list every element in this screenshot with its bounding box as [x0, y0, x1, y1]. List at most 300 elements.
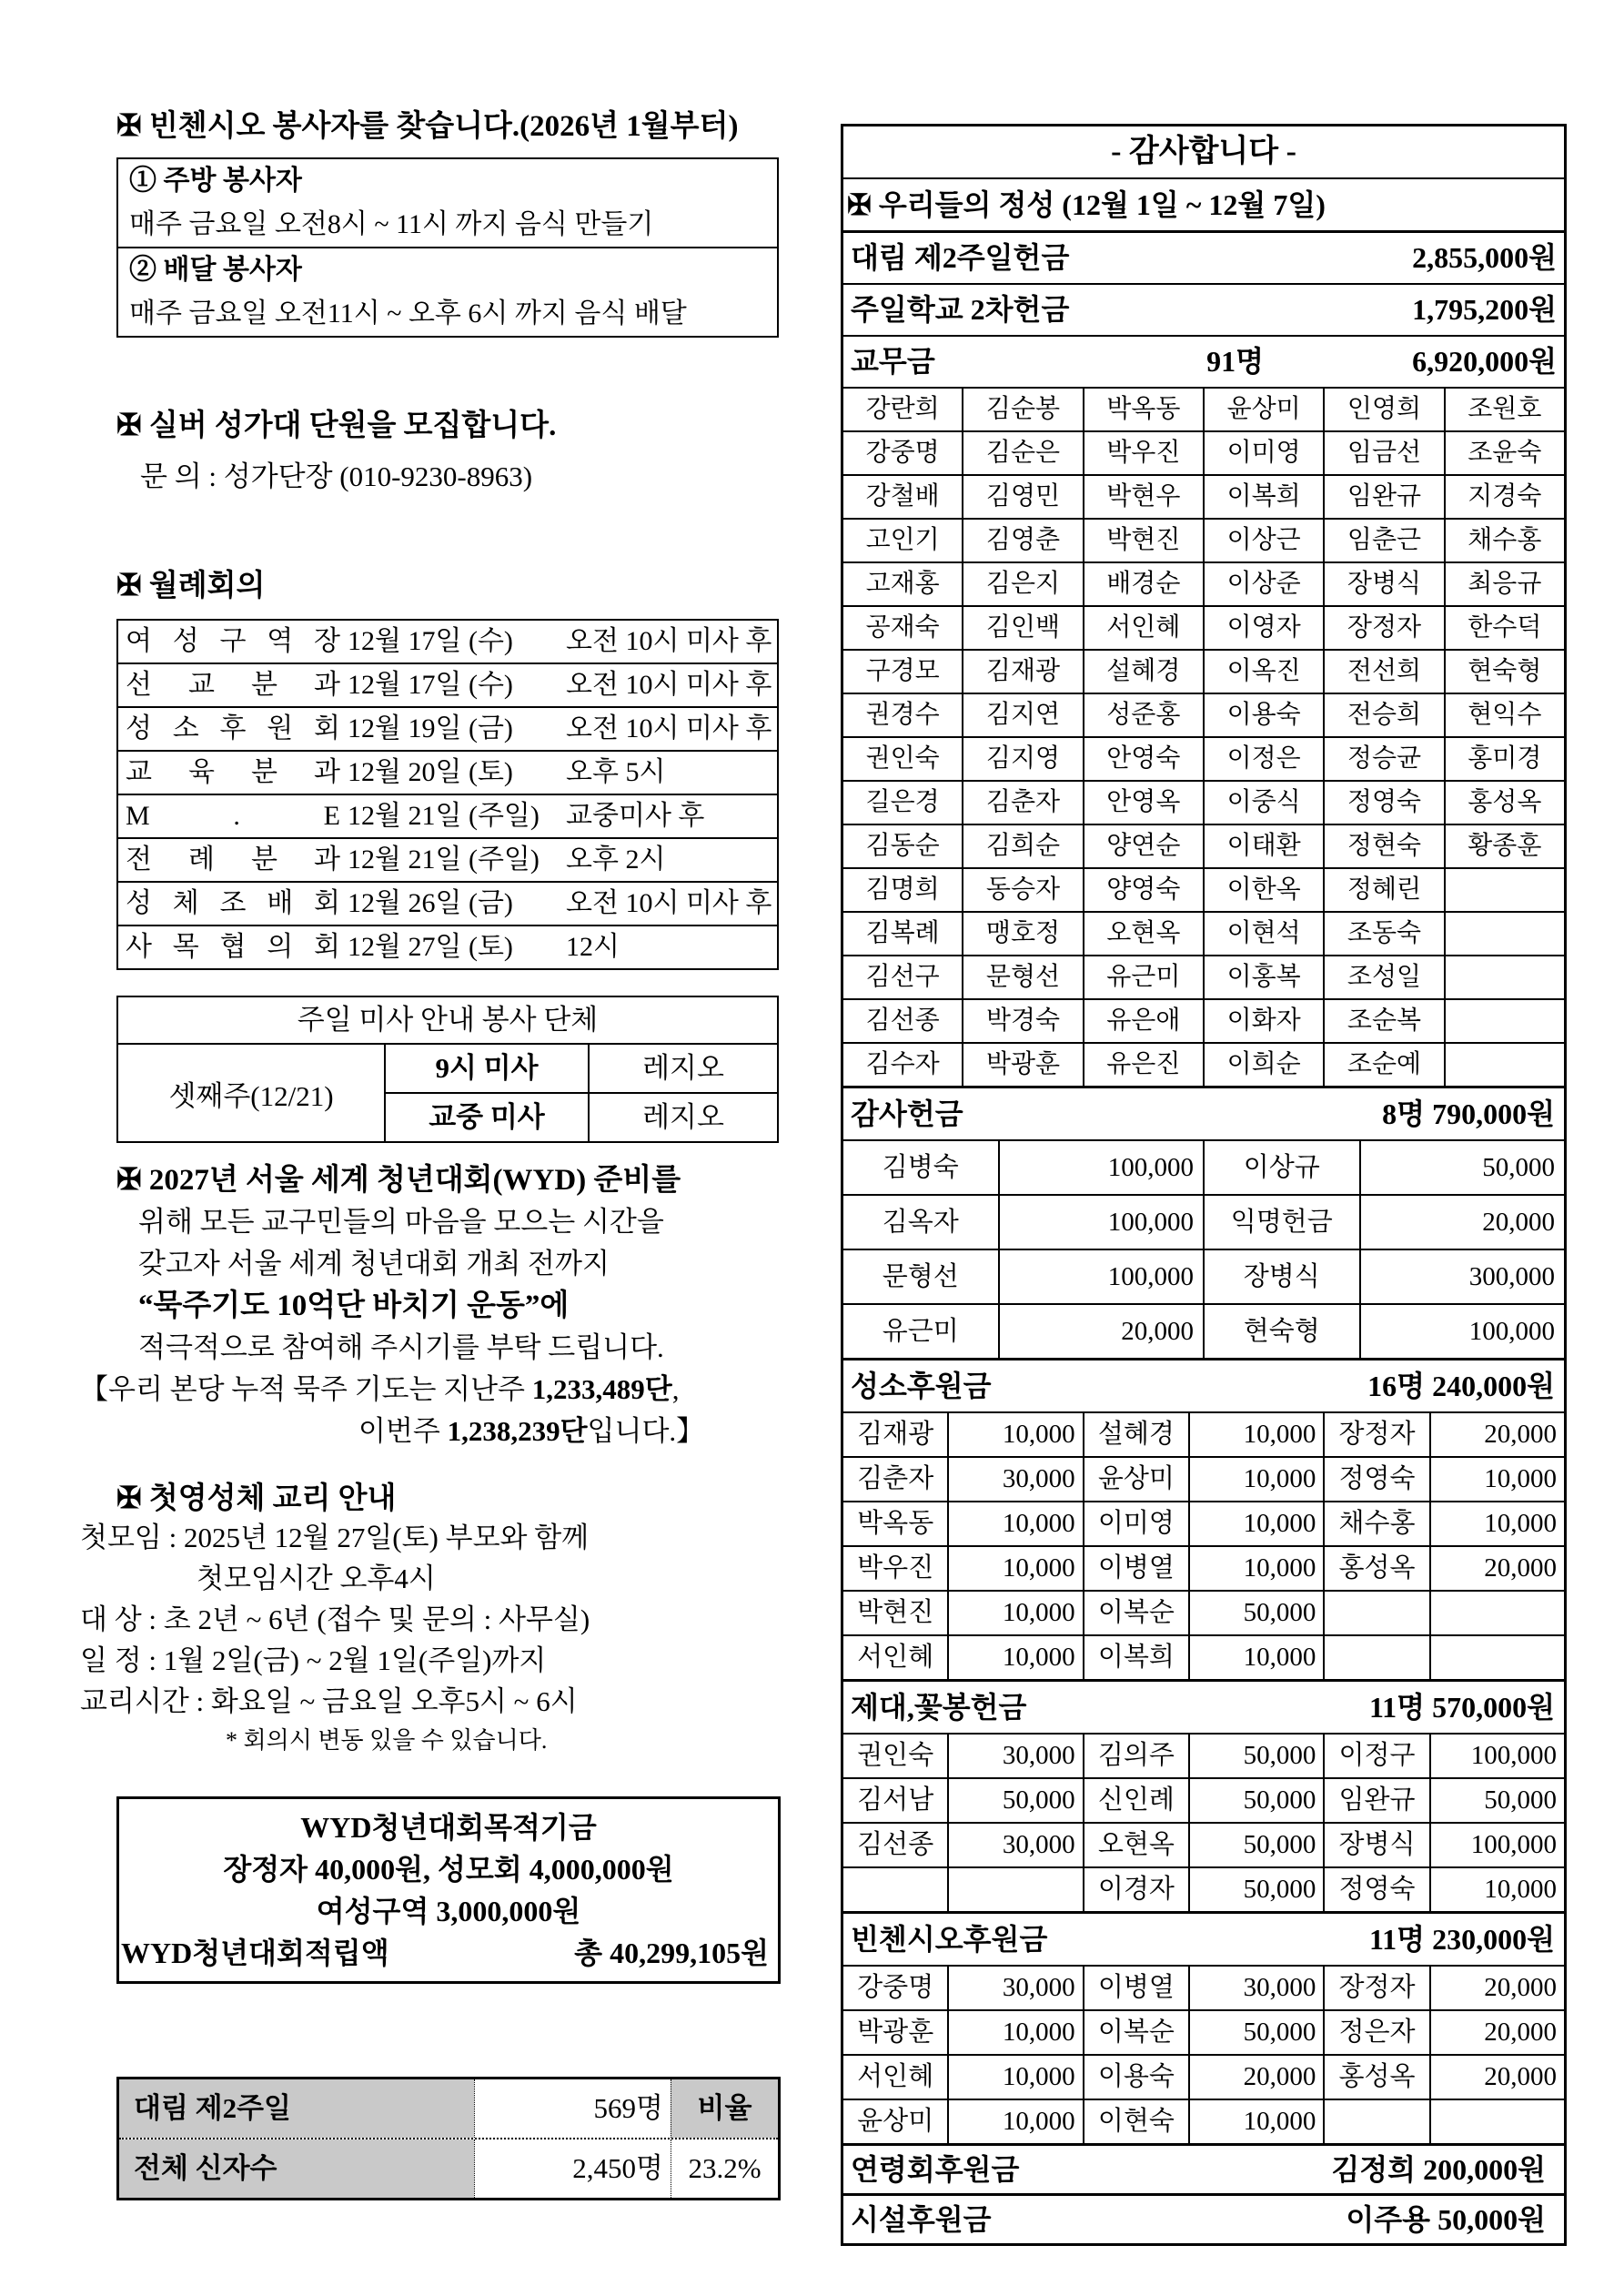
offering-period-subtitle: ✠ 우리들의 정성 (12월 1일 ~ 12월 7일)	[843, 177, 1564, 230]
donor-name: 김춘자	[962, 782, 1082, 824]
wyd-fund-donors-2: 여성구역 3,000,000원	[316, 1895, 581, 1927]
siseol-row	[843, 2193, 1564, 2243]
donor-name: 공재숙	[865, 613, 940, 642]
wyd-2027-section	[80, 1159, 779, 1452]
donation-amount: 100,000	[998, 1250, 1203, 1303]
attendance-stats-table	[116, 2077, 781, 2200]
donor-name: 인영희	[1323, 389, 1443, 430]
donor-name: 홍성옥	[1323, 2056, 1428, 2099]
donation-amount: 20,000	[1359, 1196, 1564, 1249]
vincent-fund-header	[843, 1911, 1564, 1965]
donor-name: 박우진	[1083, 432, 1203, 474]
donor-name	[1323, 1592, 1428, 1634]
donor-name-row	[843, 649, 1564, 693]
donor-name: 박광훈	[857, 2018, 934, 2047]
donation-amount: 50,000	[1188, 2011, 1323, 2054]
meeting-org: 선 교 분 과	[126, 670, 340, 700]
donor-name: 홍성옥	[1444, 782, 1564, 824]
donor-name: 서인혜	[857, 1643, 934, 1672]
wyd-fund-total-label: WYD청년대회적립액	[121, 1937, 389, 1969]
gamsa-grid	[843, 1139, 1564, 1358]
donor-name: 박옥동	[857, 1509, 934, 1538]
donor-name: 고인기	[865, 526, 940, 554]
meeting-row	[118, 663, 777, 706]
donation-amount: 100,000	[1429, 1735, 1564, 1777]
jedae-row	[843, 1735, 1564, 1777]
donation-amount: 10,000	[1188, 1547, 1323, 1590]
class-time-line: 교리시간 : 화요일 ~ 금요일 오후5시 ~ 6시	[80, 1685, 578, 1717]
monthly-meeting-title: ✠ 월례회의	[116, 570, 266, 602]
donor-name: 익명헌금	[1203, 1196, 1359, 1249]
donor-name: 이상규	[1203, 1141, 1359, 1194]
donor-name-row	[843, 561, 1564, 605]
donor-name: 김춘자	[857, 1464, 934, 1493]
donor-name: 이복희	[1203, 476, 1323, 518]
donor-name: 김명희	[865, 875, 940, 904]
donor-name: 권인숙	[857, 1741, 934, 1770]
donor-name-row	[843, 911, 1564, 955]
donor-name: 장병식	[1323, 1824, 1428, 1866]
donation-amount: 10,000	[1188, 1636, 1323, 1679]
siseol-value: 이주용 50,000원	[1346, 2203, 1546, 2236]
gamsa-header	[843, 1086, 1564, 1139]
donor-name: 문형선	[962, 956, 1082, 998]
meeting-row	[118, 837, 777, 881]
donor-name: 성준홍	[1083, 694, 1203, 736]
mass-row	[386, 1045, 777, 1092]
donation-amount: 10,000	[947, 2100, 1082, 2143]
donor-name	[1444, 956, 1564, 998]
donor-name: 조성일	[1323, 956, 1443, 998]
donor-name: 정영숙	[1323, 782, 1443, 824]
left-column	[80, 102, 779, 2200]
donation-amount: 50,000	[1359, 1141, 1564, 1194]
donor-name: 이병열	[1083, 1967, 1188, 2009]
vincent-fund-summary: 11명 230,000원	[1368, 1923, 1555, 1956]
donor-name: 김영민	[962, 476, 1082, 518]
sunday-mass-service-body	[118, 1045, 777, 1141]
donor-name-row	[843, 389, 1564, 430]
donor-name: 황종훈	[1444, 825, 1564, 867]
meeting-time: 오전 10시 미사 후	[566, 888, 772, 918]
donor-name	[1444, 869, 1564, 911]
meeting-time: 오전 10시 미사 후	[566, 670, 772, 700]
donation-amount: 10,000	[947, 1547, 1082, 1590]
donor-name: 현숙형	[1203, 1305, 1359, 1358]
donation-amount: 50,000	[1188, 1592, 1323, 1634]
donor-name	[1323, 1636, 1428, 1679]
kitchen-volunteer-label: ① 주방 봉사자	[129, 166, 302, 196]
first-communion-section	[80, 1474, 779, 1760]
donation-amount: 20,000	[1429, 1413, 1564, 1456]
donation-amount: 10,000	[1188, 1413, 1323, 1456]
donor-name: 이영자	[1203, 607, 1323, 649]
donor-name: 김복례	[865, 919, 940, 947]
donation-amount: 10,000	[947, 1636, 1082, 1679]
seongso-row	[843, 1501, 1564, 1545]
donor-name: 이미영	[1203, 432, 1323, 474]
donor-name: 조동숙	[1323, 913, 1443, 955]
donor-name: 양연순	[1083, 825, 1203, 867]
rosary-thisweek-suffix: 입니다.】	[587, 1415, 705, 1447]
donor-name	[1323, 2100, 1428, 2143]
donor-name-row	[843, 1042, 1564, 1086]
donor-name: 강중명	[857, 1973, 934, 2002]
donor-name: 이미영	[1083, 1502, 1188, 1545]
donor-name: 유근미	[1083, 956, 1203, 998]
seongso-row	[843, 1590, 1564, 1634]
donor-name: 정은자	[1323, 2011, 1428, 2054]
attendance-count: 569명	[474, 2079, 671, 2138]
donor-name: 박경숙	[962, 1000, 1082, 1042]
meeting-time: 오후 5시	[566, 757, 666, 787]
ratio-header: 비율	[671, 2079, 778, 2138]
donor-name	[1444, 913, 1564, 955]
donor-name: 양영숙	[1083, 869, 1203, 911]
donation-amount: 30,000	[947, 1967, 1082, 2009]
wyd-campaign-line: “묵주기도 10억단 바치기 운동”에	[138, 1290, 570, 1322]
donor-name: 이복순	[1083, 1592, 1188, 1634]
seongso-header	[843, 1358, 1564, 1411]
gyomugeum-amount: 6,920,000원	[1412, 345, 1557, 378]
donation-amount: 300,000	[1359, 1250, 1564, 1303]
vincent-fund-row	[843, 2099, 1564, 2143]
donor-name: 안영숙	[1083, 738, 1203, 780]
donor-name: 박현우	[1083, 476, 1203, 518]
sunday-mass-service-header: 주일 미사 안내 봉사 단체	[118, 997, 777, 1045]
meeting-time: 12시	[566, 932, 620, 962]
choir-title: ✠ 실버 성가대 단원을 모집합니다.	[116, 410, 557, 442]
donation-amount: 20,000	[1188, 2056, 1323, 2099]
sunday-school-offering-amount: 1,795,200원	[1412, 293, 1557, 326]
donor-name: 조윤숙	[1444, 432, 1564, 474]
vincent-fund-label: 빈첸시오후원금	[851, 1923, 1048, 1956]
donation-amount: 30,000	[947, 1824, 1082, 1866]
donation-amount: 10,000	[1429, 1458, 1564, 1501]
jedae-row	[843, 1822, 1564, 1866]
wyd-line-3: 갖고자 서울 세계 청년대회 개최 전까지	[138, 1248, 610, 1279]
donor-name: 정영숙	[1323, 1868, 1428, 1911]
meeting-org: 사 목 협 의 회	[126, 932, 340, 962]
wyd-line-5: 적극적으로 참여해 주시기를 부탁 드립니다.	[138, 1331, 664, 1363]
wyd-fund-donors-1: 장정자 40,000원, 성모회 4,000,000원	[223, 1853, 674, 1886]
donor-name	[1444, 1000, 1564, 1042]
gamsa-row	[843, 1303, 1564, 1358]
donation-amount: 20,000	[998, 1305, 1203, 1358]
donor-name-row	[843, 518, 1564, 561]
donor-name: 김지영	[962, 738, 1082, 780]
donor-name: 윤상미	[1083, 1458, 1188, 1501]
siseol-label: 시설후원금	[851, 2203, 992, 2236]
donor-name: 장정자	[1323, 1967, 1428, 2009]
vincent-fund-grid	[843, 1965, 1564, 2143]
donor-name-row	[843, 605, 1564, 649]
seongso-summary: 16명 240,000원	[1367, 1370, 1555, 1402]
donor-name: 윤상미	[857, 2107, 934, 2136]
donation-amount: 50,000	[1188, 1735, 1323, 1777]
donor-name: 정영숙	[1323, 1458, 1428, 1501]
donor-name: 김영춘	[962, 520, 1082, 561]
donor-name: 신인례	[1083, 1779, 1188, 1822]
donation-amount: 10,000	[1188, 1502, 1323, 1545]
jedae-label: 제대,꽃봉헌금	[851, 1691, 1027, 1724]
meeting-row	[118, 621, 777, 663]
meeting-org: M . E	[126, 801, 340, 831]
donor-name: 권인숙	[865, 744, 940, 773]
donor-name: 오현옥	[1083, 913, 1203, 955]
meeting-org: 여 성 구 역 장	[126, 626, 340, 656]
advent-offering-label: 대림 제2주일헌금	[851, 241, 1070, 274]
donor-name: 박옥동	[1083, 389, 1203, 430]
donor-name: 윤상미	[1203, 389, 1323, 430]
donor-name: 임춘근	[1323, 520, 1443, 561]
delivery-volunteer-time: 매주 금요일 오전11시 ~ 오후 6시 까지 음식 배달	[129, 298, 687, 329]
first-meeting-line: 첫모임 : 2025년 12월 27일(토) 부모와 함께	[80, 1522, 590, 1553]
donor-name: 전선희	[1323, 651, 1443, 693]
donation-amount: 10,000	[947, 1413, 1082, 1456]
donor-name-row	[843, 474, 1564, 518]
vincent-volunteer-box	[116, 157, 779, 338]
donor-name: 오현옥	[1083, 1824, 1188, 1866]
donor-name-row	[843, 998, 1564, 1042]
donor-name: 김서남	[857, 1785, 934, 1815]
donor-name: 김희순	[962, 825, 1082, 867]
donor-name: 전승희	[1323, 694, 1443, 736]
wyd-fund-total-amount: 총 40,299,105원	[574, 1937, 769, 1969]
donor-name: 정현숙	[1323, 825, 1443, 867]
thanks-title: - 감사합니다 -	[1111, 135, 1296, 168]
donation-amount: 50,000	[1188, 1824, 1323, 1866]
donation-amount	[1429, 2100, 1564, 2143]
advent-offering-row	[843, 230, 1564, 283]
seongso-row	[843, 1456, 1564, 1501]
ratio-value: 23.2%	[671, 2139, 778, 2198]
donor-name: 길은경	[865, 788, 940, 816]
donation-amount: 10,000	[1188, 2100, 1323, 2143]
gyomugeum-row	[843, 335, 1564, 387]
donor-name: 김동순	[865, 832, 940, 860]
meeting-org: 교 육 분 과	[126, 757, 340, 787]
donor-name: 임완규	[1323, 1779, 1428, 1822]
donor-name: 김병숙	[882, 1153, 959, 1182]
gyomugeum-donor-grid	[843, 387, 1564, 1086]
donor-name: 김선구	[865, 963, 940, 991]
donor-name: 지경숙	[1444, 476, 1564, 518]
gamsa-row	[843, 1141, 1564, 1194]
gamsa-label: 감사헌금	[851, 1097, 963, 1130]
donor-name: 이희순	[1203, 1044, 1323, 1086]
rosary-thisweek-line	[358, 1411, 779, 1452]
donor-name: 이상근	[1203, 520, 1323, 561]
donation-amount: 20,000	[1429, 1547, 1564, 1590]
donor-name	[843, 1868, 947, 1911]
donor-name-row	[843, 780, 1564, 824]
gamsa-summary: 8명 790,000원	[1382, 1097, 1555, 1130]
donor-name: 정승균	[1323, 738, 1443, 780]
mass-row	[386, 1092, 777, 1141]
choir-contact: 문 의 : 성가단장 (010-9230-8963)	[140, 460, 533, 492]
donor-name: 강란희	[865, 395, 940, 423]
donation-amount: 20,000	[1429, 2011, 1564, 2054]
wyd-fund-title: WYD청년대회목적기금	[300, 1811, 597, 1844]
donor-name: 김순은	[962, 432, 1082, 474]
gamsa-row	[843, 1249, 1564, 1303]
mass-group: 레지오	[642, 1101, 724, 1133]
donor-name: 장정자	[1323, 607, 1443, 649]
attendance-label: 대림 제2주일	[119, 2079, 474, 2138]
meeting-date: 12월 20일 (토)	[348, 757, 513, 787]
donor-name: 강철배	[865, 482, 940, 511]
donor-name: 박현진	[1083, 520, 1203, 561]
donor-name: 김의주	[1083, 1735, 1188, 1777]
meeting-org: 성 소 후 원 회	[126, 713, 340, 743]
jedae-row	[843, 1777, 1564, 1822]
sunday-week-cell: 셋째주(12/21)	[118, 1045, 386, 1141]
donor-name: 서인혜	[1083, 607, 1203, 649]
target-line: 대 상 : 초 2년 ~ 6년 (접수 및 문의 : 사무실)	[80, 1603, 590, 1635]
total-members-count: 2,450명	[474, 2139, 671, 2198]
seongso-row	[843, 1545, 1564, 1590]
meeting-row	[118, 925, 777, 968]
donor-name: 김선종	[865, 1006, 940, 1035]
donation-amount: 50,000	[1429, 1779, 1564, 1822]
donor-name: 장병식	[1203, 1250, 1359, 1303]
donor-name: 이옥진	[1203, 651, 1323, 693]
donor-name: 현숙형	[1444, 651, 1564, 693]
offering-column	[841, 124, 1567, 2246]
meeting-time: 오후 2시	[566, 845, 666, 875]
wyd-line-2: 위해 모든 교구민들의 마음을 모으는 시간을	[138, 1206, 664, 1238]
donor-name: 조원호	[1444, 389, 1564, 430]
meeting-row	[118, 881, 777, 925]
donor-name: 채수홍	[1444, 520, 1564, 561]
donor-name: 강중명	[865, 439, 940, 467]
donor-name: 맹호정	[962, 913, 1082, 955]
donor-name: 임금선	[1323, 432, 1443, 474]
meeting-date: 12월 21일 (주일)	[348, 845, 540, 875]
donor-name: 임완규	[1323, 476, 1443, 518]
jedae-header	[843, 1679, 1564, 1733]
donation-amount: 20,000	[1429, 1967, 1564, 2009]
first-meeting-time: 첫모임시간 오후4시	[197, 1563, 436, 1594]
donor-name-row	[843, 955, 1564, 998]
sunday-school-offering-label: 주일학교 2차헌금	[851, 293, 1070, 326]
donor-name: 김은지	[962, 563, 1082, 605]
meeting-date: 12월 21일 (주일)	[348, 801, 540, 831]
donor-name-row	[843, 824, 1564, 867]
donor-name: 유근미	[882, 1317, 959, 1346]
donation-amount: 50,000	[1188, 1779, 1323, 1822]
schedule-line: 일 정 : 1월 2일(금) ~ 2월 1일(주일)까지	[80, 1644, 547, 1676]
choir-section	[80, 401, 779, 494]
monthly-meeting-section	[80, 561, 779, 970]
donor-name: 이현숙	[1083, 2100, 1188, 2143]
donation-amount: 10,000	[1188, 1458, 1323, 1501]
meeting-org: 성 체 조 배 회	[126, 888, 340, 918]
donor-name-row	[843, 430, 1564, 474]
donor-name: 권경수	[865, 701, 940, 729]
donor-name: 김선종	[857, 1830, 934, 1859]
donation-amount: 100,000	[998, 1196, 1203, 1249]
meeting-row	[118, 750, 777, 794]
mass-name: 9시 미사	[386, 1045, 590, 1092]
donor-name: 정혜린	[1323, 869, 1443, 911]
donor-name: 이화자	[1203, 1000, 1323, 1042]
donor-name-row	[843, 693, 1564, 736]
donor-name: 이중식	[1203, 782, 1323, 824]
delivery-volunteer-label: ② 배달 봉사자	[129, 255, 302, 285]
donor-name: 이태환	[1203, 825, 1323, 867]
donation-amount: 100,000	[1359, 1305, 1564, 1358]
donor-name: 고재홍	[865, 570, 940, 598]
donor-name: 조순복	[1323, 1000, 1443, 1042]
yeonryeong-label: 연령회후원금	[851, 2153, 1020, 2186]
sunday-school-offering-row	[843, 283, 1564, 335]
donor-name: 안영옥	[1083, 782, 1203, 824]
donor-name: 장정자	[1323, 1413, 1428, 1456]
jedae-summary: 11명 570,000원	[1368, 1691, 1555, 1724]
donation-amount: 10,000	[947, 2011, 1082, 2054]
jedae-grid	[843, 1733, 1564, 1911]
meeting-date: 12월 19일 (금)	[348, 713, 513, 743]
donor-name: 구경모	[865, 657, 940, 685]
meeting-date: 12월 17일 (수)	[348, 670, 513, 700]
donor-name: 홍미경	[1444, 738, 1564, 780]
rosary-lastweek-suffix: ,	[671, 1373, 680, 1405]
donor-name: 이복순	[1083, 2011, 1188, 2054]
change-note: * 회의시 변동 있을 수 있습니다.	[226, 1727, 548, 1754]
donor-name: 이현석	[1203, 913, 1323, 955]
donor-name: 김수자	[865, 1050, 940, 1078]
donor-name: 이용숙	[1203, 694, 1323, 736]
kitchen-volunteer-time: 매주 금요일 오전8시 ~ 11시 까지 음식 만들기	[118, 203, 777, 248]
donor-name: 김재광	[962, 651, 1082, 693]
donor-name: 조순예	[1323, 1044, 1443, 1086]
vincent-fund-row	[843, 1967, 1564, 2009]
rosary-thisweek-prefix: 이번주	[358, 1415, 448, 1447]
donation-amount	[947, 1868, 1082, 1911]
donation-amount: 30,000	[947, 1735, 1082, 1777]
donor-name: 박현진	[857, 1598, 934, 1627]
donor-name: 한수덕	[1444, 607, 1564, 649]
gyomugeum-count: 91명	[1206, 345, 1264, 378]
donor-name: 설혜경	[1083, 651, 1203, 693]
donation-amount	[1429, 1592, 1564, 1634]
yeonryeong-value: 김정희 200,000원	[1331, 2153, 1546, 2186]
vincent-volunteer-title: ✠ 빈첸시오 봉사자를 찾습니다.(2026년 1월부터)	[116, 110, 739, 143]
donation-amount: 10,000	[947, 1592, 1082, 1634]
attendance-row	[119, 2079, 778, 2138]
meeting-row	[118, 706, 777, 750]
meeting-time: 오전 10시 미사 후	[566, 626, 772, 656]
donor-name: 김옥자	[882, 1208, 959, 1237]
donor-name: 현익수	[1444, 694, 1564, 736]
rosary-lastweek-prefix: 【우리 본당 누적 묵주 기도는 지난주	[80, 1373, 532, 1405]
donor-name	[1444, 1044, 1564, 1086]
donation-amount: 10,000	[1429, 1502, 1564, 1545]
donor-name: 채수홍	[1323, 1502, 1428, 1545]
donor-name: 김순봉	[962, 389, 1082, 430]
donor-name: 이정구	[1323, 1735, 1428, 1777]
donation-amount: 10,000	[1429, 1868, 1564, 1911]
donor-name: 홍성옥	[1323, 1547, 1428, 1590]
donation-amount: 100,000	[1429, 1824, 1564, 1866]
wyd-title-line: ✠ 2027년 서울 세계 청년대회(WYD) 준비를	[116, 1164, 681, 1197]
donor-name: 이정은	[1203, 738, 1323, 780]
donation-amount: 50,000	[1188, 1868, 1323, 1911]
mass-group: 레지오	[642, 1052, 724, 1084]
sunday-mass-service-table	[116, 996, 779, 1143]
